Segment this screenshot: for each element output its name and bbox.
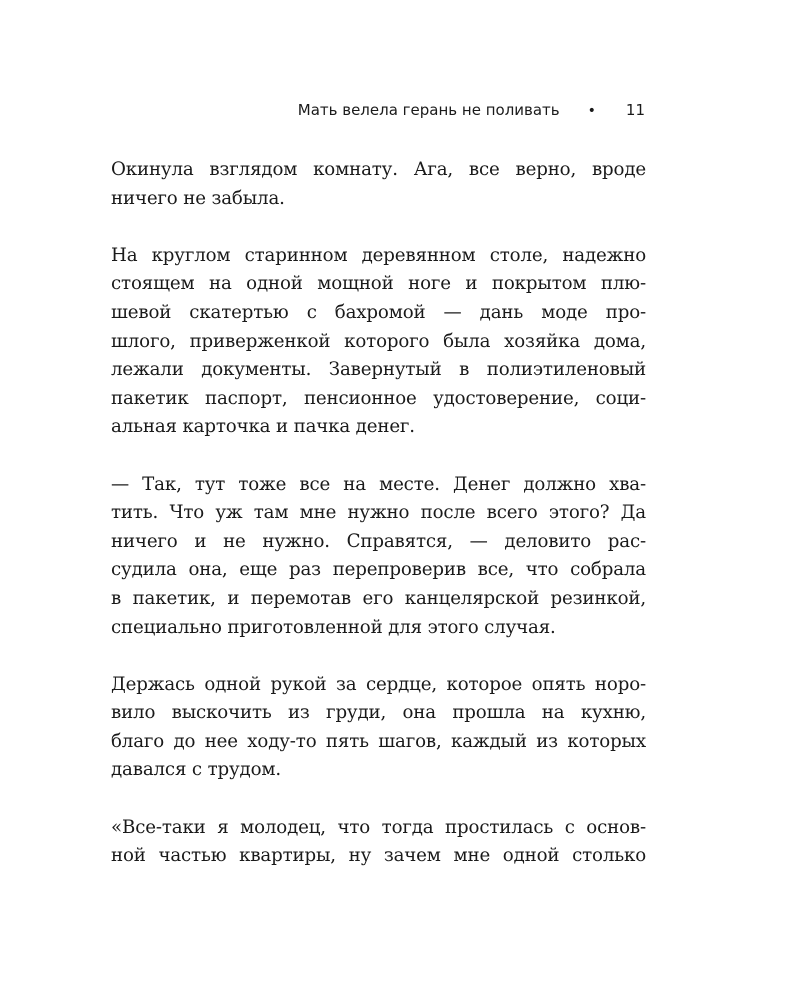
text-line: «Все-таки я молодец, что тогда простилась с основ- <box>111 816 646 838</box>
text-line: шлого, приверженкой которого была хозяйка дома, <box>111 330 646 352</box>
header-separator-bullet: • <box>587 103 596 119</box>
paragraph <box>111 814 646 871</box>
paragraph <box>111 242 646 442</box>
text-line: в пакетик, и перемотав его канцелярской резинкой, <box>111 587 646 609</box>
text-line: альная карточка и пачка денег. <box>111 416 415 438</box>
text-line: шевой скатертью с бахромой — дань моде про- <box>111 301 646 323</box>
paragraph <box>111 471 646 643</box>
text-line: лежали документы. Завернутый в полиэтиленовый <box>111 359 646 381</box>
body-text <box>111 156 646 899</box>
paragraph <box>111 156 646 213</box>
running-header-title: Мать велела герань не поливать <box>297 101 560 119</box>
running-header <box>298 101 645 119</box>
text-line: Окинула взглядом комнату. Ага, все верно, вроде <box>111 159 646 180</box>
text-line: судила она, еще раз перепроверив все, что собрала <box>111 559 646 581</box>
text-line: благо до нее ходу-то пять шагов, каждый из которых <box>111 730 646 752</box>
text-line: вило выскочить из груди, она прошла на кухню, <box>111 702 646 724</box>
text-line: пакетик паспорт, пенсионное удостоверение, соци- <box>111 387 646 409</box>
text-line: Держась одной рукой за сердце, которое опять норо- <box>111 673 646 695</box>
text-line: стоящем на одной мощной ноге и покрытом плю- <box>111 273 646 295</box>
text-line: тить. Что уж там мне нужно после всего этого? Да <box>111 502 646 524</box>
text-line: давался с трудом. <box>111 759 282 781</box>
text-line: ничего не забыла. <box>111 187 285 209</box>
text-line: На круглом старинном деревянном столе, надежно <box>111 244 646 266</box>
text-line: специально приготовленной для этого случая. <box>111 616 556 638</box>
paragraph <box>111 671 646 785</box>
text-line: ной частью квартиры, ну зачем мне одной столько <box>111 845 646 867</box>
text-line: — Так, тут тоже все на месте. Денег должно хва- <box>111 473 646 495</box>
text-line: ничего и не нужно. Справятся, — деловито рас- <box>111 530 646 552</box>
page-number: 11 <box>625 101 645 119</box>
